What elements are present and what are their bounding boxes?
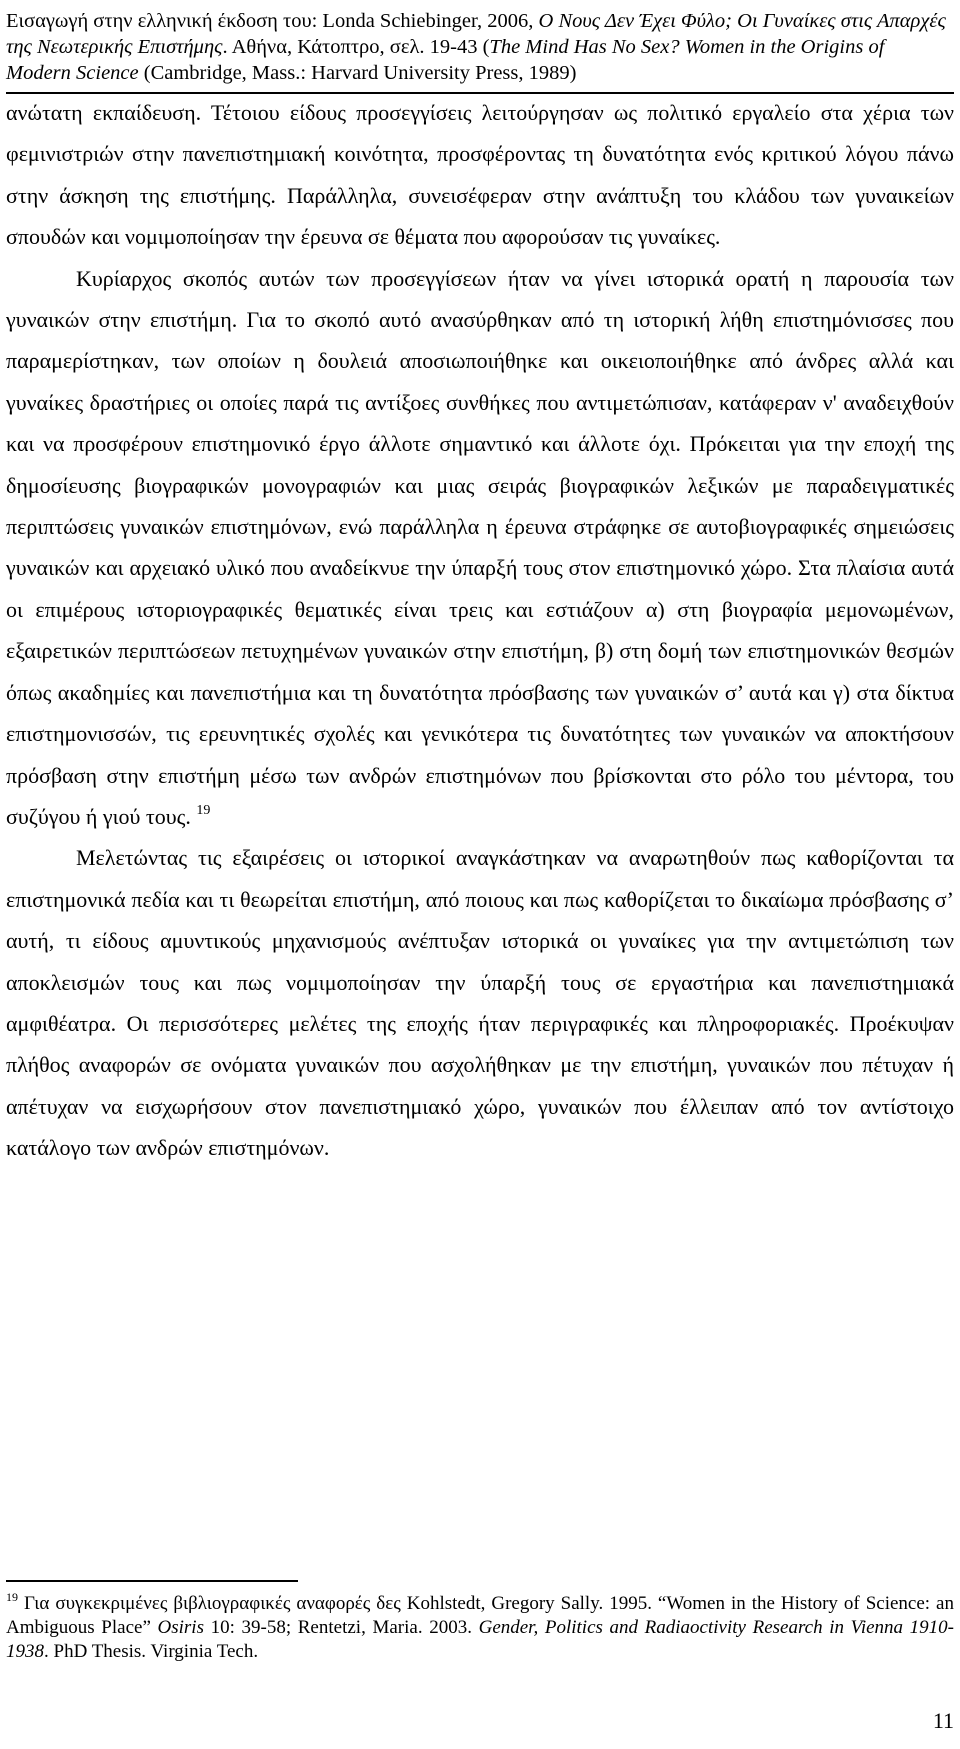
footnote-number: 19 <box>6 1590 18 1604</box>
footnote-reference[interactable]: 19 <box>196 802 211 818</box>
footnote-thesis-title: Gender, Politics and Radiaoctivity Research in Vienna 1910-1938 <box>6 1617 954 1662</box>
paragraph-3: Μελετώντας τις εξαιρέσεις οι ιστορικοί αναγκάστηκαν να αναρωτηθούν πως καθορίζονται τα επιστημονικά πεδία και τι θεωρείται επιστήμη, από ποιους και πως καθορίζεται το δικαίωμα πρόσβασης σ’ αυτή, τι είδους αμυντικούς μηχανισμούς ανέπτυξαν ιστορικά οι γυναίκες για την αντιμετώπιση των αποκλεισμών τους και πως νομιμοποίησαν την ύπαρξή τους σε εργαστήρια και πανεπιστημιακά αμφιθέατρα. Οι περισσότερες μελέτες της εποχής ήταν περιγραφικές και πληροφοριακές. Προέκυψαν πλήθος αναφορών σε ονόματα γυναικών που ασχολήθηκαν με την επιστήμη, γυναικών που πέτυχαν ή απέτυχαν να εισχωρήσουν στον πανεπιστημιακό χώρο, γυναικών που έλλειπαν από τον αντίστοιχο κατάλογο των ανδρών επιστημόνων. <box>6 845 954 1161</box>
footnote-journal: Osiris <box>157 1617 204 1638</box>
header-english-title: The Mind Has No Sex? Women in the Origins of Modern Science <box>6 36 885 84</box>
footnote-text-3: . PhD Thesis. Virginia Tech. <box>44 1641 259 1662</box>
running-header <box>6 8 954 94</box>
document-page <box>6 0 954 1749</box>
header-imprint: (Cambridge, Mass.: Harvard University Press, 1989) <box>138 62 577 84</box>
header-prefix: Εισαγωγή στην ελληνική έκδοση του: Londa Schiebinger, 2006, <box>6 10 539 32</box>
paragraph-1: ανώτατη εκπαίδευση. Τέτοιου είδους προσεγγίσεις λειτούργησαν ως πολιτικό εργαλείο στα χέρια των φεμινιστριών στην πανεπιστημιακή κοινότητα, προσφέροντας τη δυνατότητα ενός κριτικού λόγου πάνω στην άσκηση της επιστήμης. Παράλληλα, συνεισέφεραν στην ανάπτυξη του κλάδου των γυναικείων σπουδών και νομιμοποίησαν την έρευνα σε θέματα που αφορούσαν τις γυναίκες. <box>6 100 954 250</box>
page-number: 11 <box>932 1708 954 1733</box>
footnote-text-2: 10: 39-58; Rentetzi, Maria. 2003. <box>203 1617 479 1638</box>
header-greek-title: Ο Νους Δεν Έχει Φύλο; Οι Γυναίκες στις Απαρχές της Νεωτερικής Επιστήμης <box>6 10 946 58</box>
footnote-text-1: Για συγκεκριμένες βιβλιογραφικές αναφορές δες Kohlstedt, Gregory Sally. 1995. “Women in the History of Science: an Ambiguous Place” <box>6 1593 954 1638</box>
footnote-separator <box>6 1580 298 1582</box>
paragraph-2-text: Κυρίαρχος σκοπός αυτών των προσεγγίσεων ήταν να γίνει ιστορικά ορατή η παρουσία των γυναικών στην επιστήμη. Για το σκοπό αυτό ανασύρθηκαν από τη ιστορική λήθη επιστημόνισσες που παραμερίστηκαν, των οποίων η δουλειά αποσιωποιήθηκε και οικειοποιήθηκε από άνδρες αλλά και γυναίκες δραστήριες οι οποίες παρά τις αντίξοες συνθήκες που αντιμετώπισαν, κατάφεραν ν' αναδειχθούν και να προσφέρουν επιστημονικό έργο άλλοτε σημαντικό και άλλοτε όχι. Πρόκειται για την εποχή της δημοσίευσης βιογραφικών μονογραφιών και μιας σειράς βιογραφικών λεξικών με παραδειγματικές περιπτώσεις γυναικών επιστημόνων, ενώ παράλληλα η έρευνα στράφηκε σε αυτοβιογραφικές σημειώσεις γυναικών και αρχειακό υλικό που αναδείκνυε την ύπαρξή τους στον επιστημονικό χώρο. Στα πλαίσια αυτά οι επιμέρους ιστοριογραφικές θεματικές είναι τρεις και εστιάζουν α) στη βιογραφία μεμονωμένων, εξαιρετικών περιπτώσεων πετυχημένων γυναικών στην επιστήμη, β) στη δομή των επιστημονικών θεσμών όπως ακαδημίες και πανεπιστήμια και τη δυνατότητα πρόσβασης των γυναικών σ’ αυτά και γ) στα δίκτυα επιστημονισσών, τις ερευνητικές σχολές και γενικότερα τις δυνατότητες των γυναικών να αποκτήσουν πρόσβαση στην επιστήμη μέσω των ανδρών επιστημόνων που βρίσκονται στο ρόλο του μέντορα, του συζύγου ή γιού τους. <box>6 265 954 829</box>
header-publisher: . Αθήνα, Κάτοπτρο, σελ. 19-43 ( <box>222 36 490 58</box>
footnote <box>6 1592 954 1664</box>
body-text <box>6 92 954 1169</box>
paragraph-2 <box>6 258 954 838</box>
